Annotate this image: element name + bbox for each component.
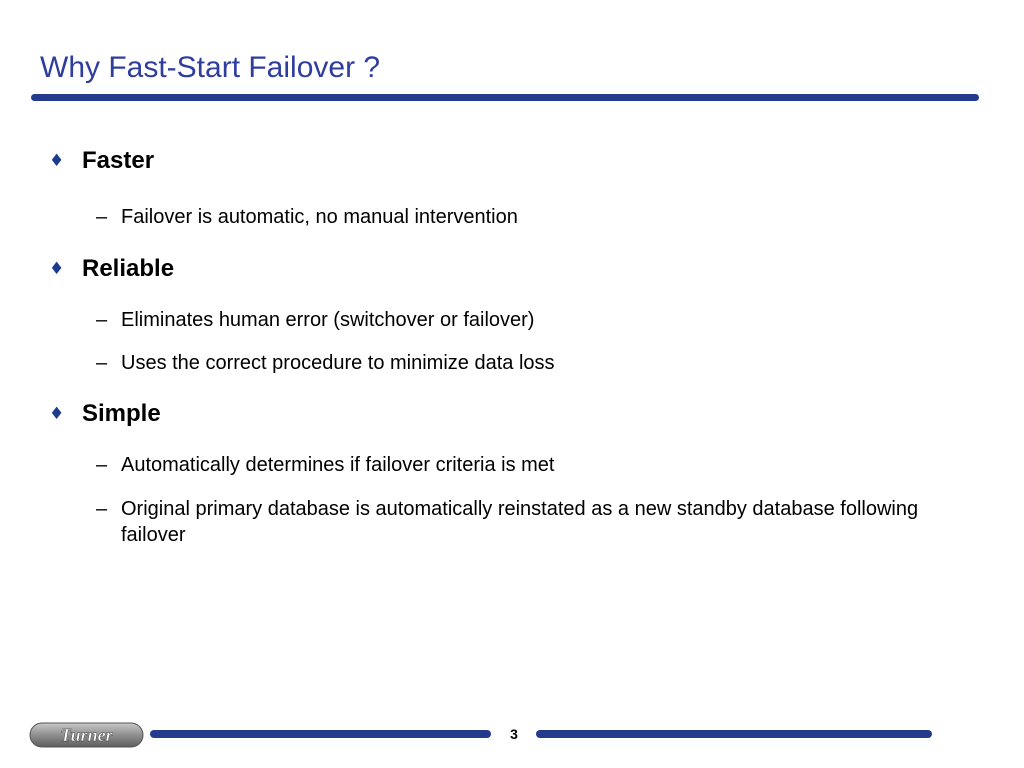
- sub-bullet-text: Eliminates human error (switchover or failover): [121, 309, 535, 331]
- slide-title: Why Fast-Start Failover ?: [40, 51, 381, 84]
- bullet-label-simple: Simple: [82, 400, 161, 427]
- diamond-bullet-icon: ♦: [49, 259, 65, 279]
- footer-divider-right: [536, 730, 932, 738]
- turner-logo: [29, 722, 144, 748]
- diamond-bullet-icon: ♦: [49, 151, 65, 171]
- page-number: 3: [510, 726, 518, 742]
- diamond-bullet-icon: ♦: [49, 404, 65, 424]
- sub-bullet-text: Original primary database is automatically reinstated as a new standby database following failover: [121, 498, 919, 546]
- dash-marker: –: [96, 206, 108, 228]
- dash-marker: –: [96, 498, 108, 520]
- sub-bullet-text: Failover is automatic, no manual intervention: [121, 206, 518, 228]
- footer-divider-left: [150, 730, 491, 738]
- dash-marker: –: [96, 454, 108, 476]
- dash-marker: –: [96, 309, 108, 331]
- sub-bullet-text: Uses the correct procedure to minimize data loss: [121, 352, 555, 374]
- bullet-label-faster: Faster: [82, 147, 155, 174]
- bullet-label-reliable: Reliable: [82, 255, 175, 282]
- title-divider: [31, 94, 979, 101]
- dash-marker: –: [96, 352, 108, 374]
- logo-text: Turner: [60, 725, 113, 745]
- sub-bullet-text: Automatically determines if failover criteria is met: [121, 454, 555, 476]
